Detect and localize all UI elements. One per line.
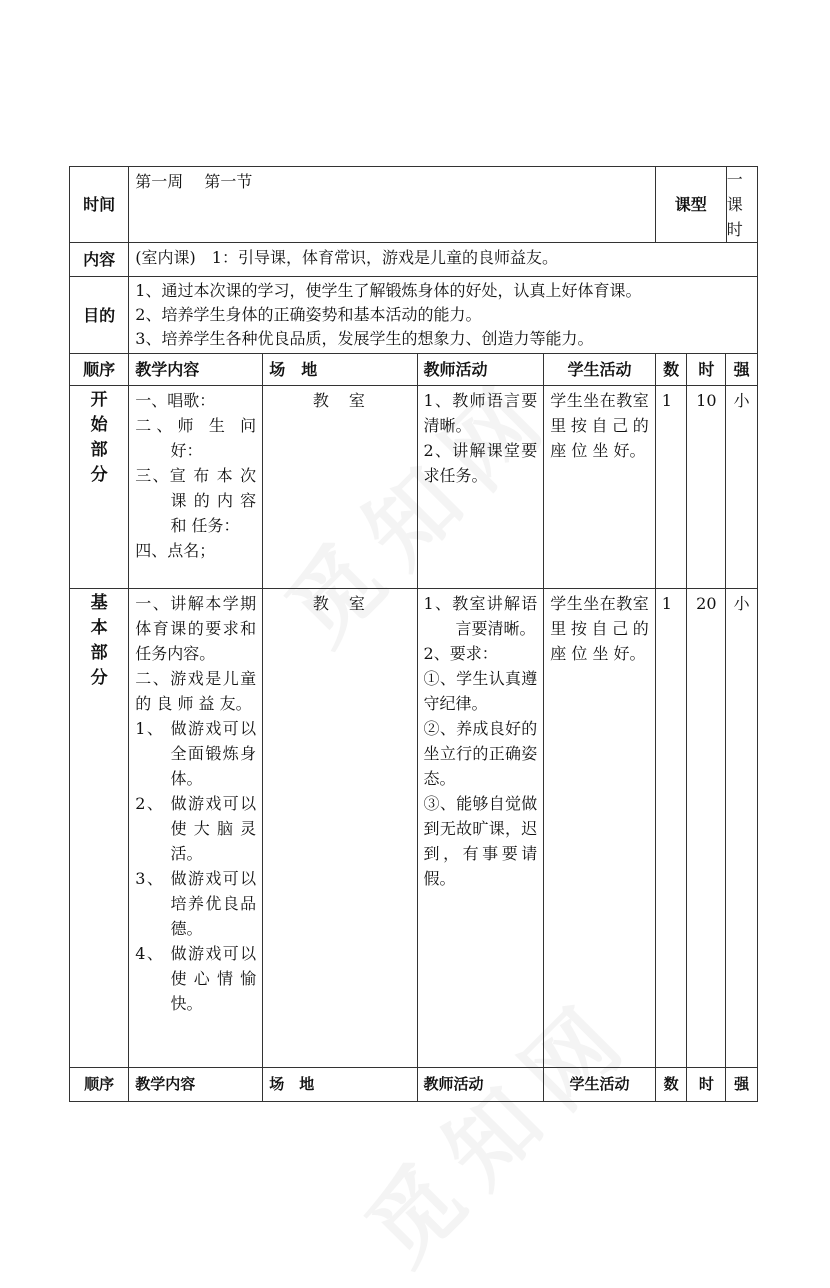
col-student: 学生活动 bbox=[544, 354, 655, 386]
section-label-char: 分 bbox=[90, 465, 108, 485]
section-teacher bbox=[417, 589, 544, 1068]
col-count: 数 bbox=[655, 354, 687, 386]
lesson-plan-table bbox=[69, 166, 758, 1102]
section-intensity: 小 bbox=[726, 386, 758, 589]
content-item: 一、讲解本学期体育课的要求和任务内容。 bbox=[135, 594, 257, 663]
content-item: 2、 做游戏可以使大脑灵活。 bbox=[135, 794, 257, 863]
time-label: 时间 bbox=[70, 167, 129, 243]
row-time bbox=[70, 167, 758, 243]
col-count: 数 bbox=[655, 1068, 687, 1102]
content-item: 二、游戏是儿童 的 良 师 益 友。 bbox=[135, 669, 257, 713]
goal-list bbox=[129, 277, 758, 354]
teacher-item: 1、教师语言要清晰。 bbox=[423, 391, 538, 435]
col-order: 顺序 bbox=[70, 1068, 129, 1102]
section-count: 1 bbox=[655, 589, 687, 1068]
col-venue: 场 地 bbox=[263, 354, 417, 386]
col-student: 学生活动 bbox=[544, 1068, 655, 1102]
teacher-item: ①、学生认真遵守纪律。 bbox=[423, 669, 538, 713]
col-intensity: 强 bbox=[726, 354, 758, 386]
section-label-char: 部 bbox=[90, 643, 108, 663]
content-item: 4、 做游戏可以使心情愉快。 bbox=[135, 944, 257, 1013]
goal-item: 1、通过本次课的学习，使学生了解锻炼身体的好处，认真上好体育课。 bbox=[135, 281, 642, 300]
content-item: 二、师 生 问 好： bbox=[135, 416, 257, 460]
col-time: 时 bbox=[687, 1068, 726, 1102]
col-teacher: 教师活动 bbox=[417, 1068, 544, 1102]
teacher-item: 2、讲解课堂要求任务。 bbox=[423, 441, 538, 485]
column-header-row-repeat bbox=[70, 1068, 758, 1102]
section-label-char: 部 bbox=[90, 440, 108, 460]
section-teacher bbox=[417, 386, 544, 589]
section-content bbox=[129, 589, 263, 1068]
content-item: 1、 做游戏可以全面锻炼身体。 bbox=[135, 719, 257, 788]
section-student bbox=[544, 589, 655, 1068]
section-intensity: 小 bbox=[726, 589, 758, 1068]
section-time: 20 bbox=[687, 589, 726, 1068]
content-item: 三、宣 布 本 次 课 的 内 容 和 任务： bbox=[135, 466, 257, 535]
student-text: 学生坐在教室里按自己的 座 位 坐 好。 bbox=[550, 594, 649, 663]
teacher-item: ②、养成良好的坐立行的正确姿态。 bbox=[423, 719, 538, 788]
section-basic bbox=[70, 589, 758, 1068]
column-header-row bbox=[70, 354, 758, 386]
content-item: 一、唱歌： bbox=[135, 391, 216, 410]
col-content: 教学内容 bbox=[129, 354, 263, 386]
section-label-char: 开 bbox=[90, 390, 108, 410]
section-time: 10 bbox=[687, 386, 726, 589]
teacher-item: ③、能够自觉做到无故旷课，迟到，有事要请假。 bbox=[423, 794, 538, 888]
lesson-type-value: 一课时 bbox=[726, 170, 743, 239]
section-label-char: 始 bbox=[90, 415, 108, 435]
section-label bbox=[70, 589, 129, 1068]
goal-item: 2、培养学生身体的正确姿势和基本活动的能力。 bbox=[135, 305, 482, 324]
col-time: 时 bbox=[687, 354, 726, 386]
section-count: 1 bbox=[655, 386, 687, 589]
content-item: 3、 做游戏可以培养优良品德。 bbox=[135, 869, 257, 938]
section-venue: 教 室 bbox=[263, 386, 417, 589]
section-opening bbox=[70, 386, 758, 589]
section-label-char: 基 bbox=[90, 593, 108, 613]
goal-label: 目的 bbox=[70, 277, 129, 354]
teacher-item: 2、要求： bbox=[423, 644, 498, 663]
section-venue: 教 室 bbox=[263, 589, 417, 1068]
col-venue: 场 地 bbox=[263, 1068, 417, 1102]
lesson-type-label-cell: 课型 bbox=[656, 167, 727, 242]
content-value: (室内课) 1：引导课，体育常识，游戏是儿童的良师益友。 bbox=[129, 243, 758, 277]
row-goal bbox=[70, 277, 758, 354]
goal-item: 3、培养学生各种优良品质，发展学生的想象力、创造力等能力。 bbox=[135, 329, 594, 348]
section-content bbox=[129, 386, 263, 589]
col-intensity: 强 bbox=[726, 1068, 758, 1102]
teacher-item: 1、教室讲解语言要清晰。 bbox=[423, 594, 538, 638]
row-content bbox=[70, 243, 758, 277]
col-teacher: 教师活动 bbox=[417, 354, 544, 386]
student-text: 学生坐在教室里按自己的 座 位 坐 好。 bbox=[550, 391, 649, 460]
col-content: 教学内容 bbox=[129, 1068, 263, 1102]
section-label-char: 本 bbox=[90, 618, 108, 638]
content-item: 四、点名； bbox=[135, 541, 216, 560]
col-order: 顺序 bbox=[70, 354, 129, 386]
section-label bbox=[70, 386, 129, 589]
section-student bbox=[544, 386, 655, 589]
section-label-char: 分 bbox=[90, 668, 108, 688]
content-label: 内容 bbox=[70, 243, 129, 277]
time-value: 第一周 第一节 bbox=[129, 167, 655, 243]
lesson-type-group bbox=[655, 167, 757, 243]
